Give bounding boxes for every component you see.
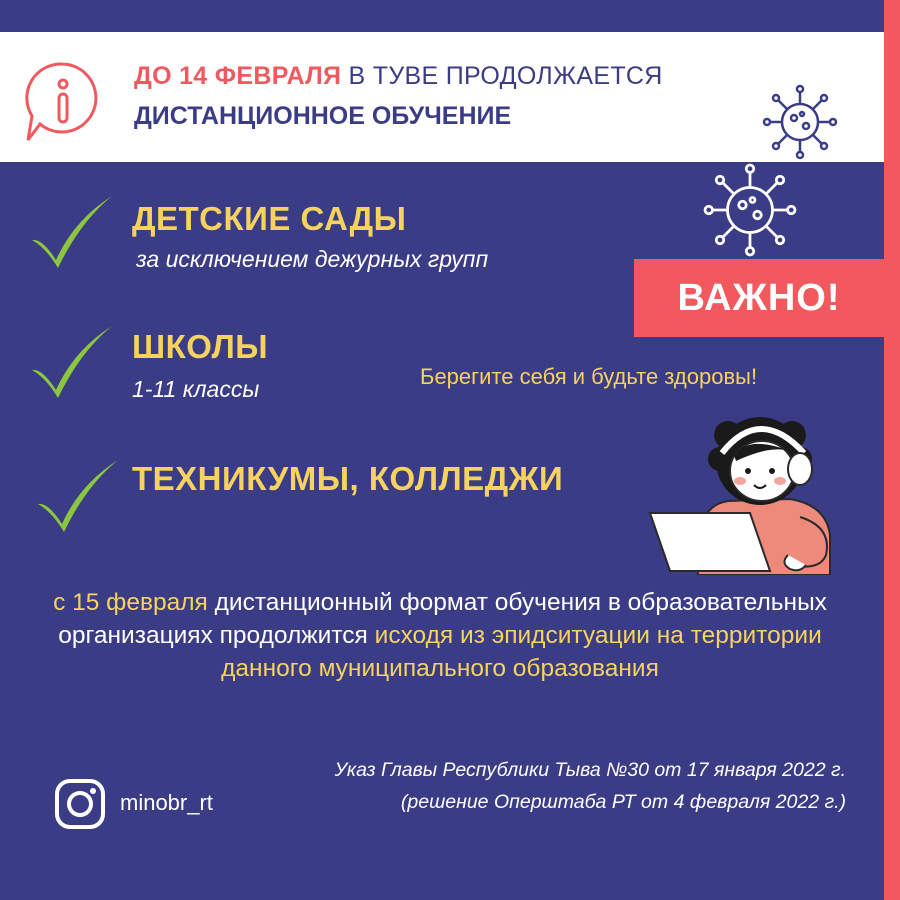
important-badge: ВАЖНО! (634, 259, 884, 337)
header-date-accent: ДО 14 ФЕВРАЛЯ (134, 62, 342, 90)
decree-line2: (решение Оперштаба РТ от 4 февраля 2022 г.) (400, 791, 846, 813)
info-paragraph (40, 586, 840, 685)
item-subtitle-kindergartens: за исключением дежурных групп (136, 246, 489, 272)
item-title-colleges: ТЕХНИКУМЫ, КОЛЛЕДЖИ (132, 460, 564, 497)
checkmark-icon (28, 322, 118, 402)
header-title-line1 (134, 62, 663, 91)
instagram-handle[interactable]: minobr_rt (120, 790, 213, 815)
decree-line1: Указ Главы Республики Тыва №30 от 17 января 2022 г. (334, 759, 846, 781)
virus-icon (760, 82, 840, 162)
decree-note (335, 754, 846, 818)
info-bubble-icon (12, 54, 112, 154)
item-subtitle-schools: 1-11 классы (132, 376, 260, 402)
instagram-icon[interactable] (54, 778, 106, 830)
care-message: Берегите себя и будьте здоровы! (420, 364, 758, 389)
checkmark-icon (28, 192, 118, 272)
item-title-kindergartens: ДЕТСКИЕ САДЫ (132, 200, 407, 237)
header-title-line2: ДИСТАНЦИОННОЕ ОБУЧЕНИЕ (134, 102, 512, 130)
student-with-laptop-illustration (640, 405, 850, 575)
paragraph-date: с 15 февраля (53, 589, 208, 616)
paragraph-condition: исходя из эпидситуации на территории данного муниципального образования (221, 622, 822, 682)
paragraph-main: дистанционный формат обучения в образовательных организациях продолжится (58, 589, 827, 649)
header-banner (0, 32, 884, 162)
header-title-rest: В ТУВЕ ПРОДОЛЖАЕТСЯ (341, 62, 663, 90)
virus-icon (700, 160, 800, 260)
checkmark-icon (34, 456, 124, 536)
item-title-schools: ШКОЛЫ (132, 328, 269, 365)
right-edge-stripe (884, 0, 900, 900)
